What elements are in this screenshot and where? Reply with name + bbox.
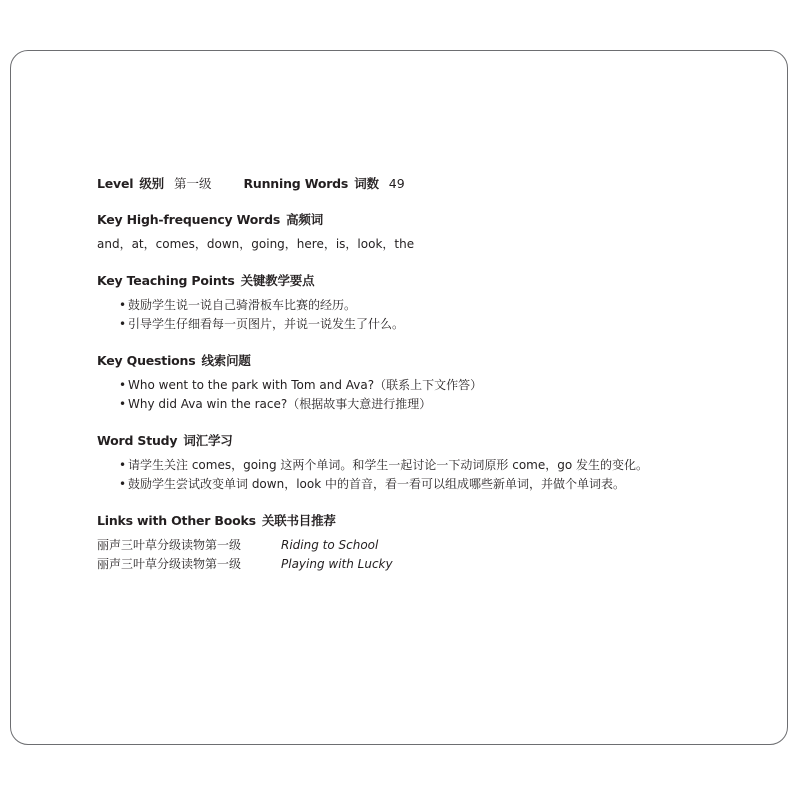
word-study-heading-cn: 词汇学习 [183, 433, 233, 448]
running-words-value: 49 [388, 176, 405, 191]
linked-books-section [97, 513, 717, 573]
teaching-points-heading-cn: 关键教学要点 [240, 273, 315, 288]
word-study-section [97, 433, 717, 493]
key-questions-heading-cn: 线索问题 [201, 353, 251, 368]
list-item: • 请学生关注 comes，going 这两个单词。和学生一起讨论一下动词原形 come，go 发生的变化。 [97, 456, 717, 475]
teaching-points-heading [97, 273, 717, 289]
list-item: • Why did Ava win the race?（根据故事大意进行推理） [97, 395, 717, 414]
level-value: 第一级 [173, 176, 212, 191]
guide-content [97, 176, 717, 573]
key-questions-list [97, 376, 717, 413]
level-label: Level [97, 176, 134, 191]
teaching-points-section [97, 273, 717, 333]
linked-book-row [97, 536, 717, 555]
linked-books-heading [97, 513, 717, 529]
running-words-label: Running Words [243, 176, 349, 191]
list-item: • 鼓励学生尝试改变单词 down，look 中的首音，看一看可以组成哪些新单词，并做个单词表。 [97, 475, 717, 494]
list-item: • 鼓励学生说一说自己骑滑板车比赛的经历。 [97, 296, 717, 315]
high-frequency-heading-cn: 高频词 [286, 212, 324, 227]
high-frequency-section [97, 212, 717, 253]
running-words-label-cn: 词数 [354, 176, 379, 191]
book-title: Playing with Lucky [281, 556, 393, 571]
linked-books-heading-cn: 关联书目推荐 [261, 513, 336, 528]
high-frequency-heading-en: Key High-frequency Words [97, 212, 281, 227]
high-frequency-word-list: and，at，comes，down，going，here，is，look，the [97, 237, 415, 251]
bullet-icon: • [119, 458, 127, 472]
bullet-icon: • [119, 378, 127, 392]
word-study-heading-en: Word Study [97, 433, 178, 448]
linked-book-row [97, 555, 717, 574]
teaching-points-heading-en: Key Teaching Points [97, 273, 235, 288]
high-frequency-heading [97, 212, 717, 228]
book-series: 丽声三叶草分级读物第一级 [97, 538, 242, 552]
key-questions-section [97, 353, 717, 413]
bullet-icon: • [119, 298, 127, 312]
word-study-list [97, 456, 717, 493]
book-title: Riding to School [281, 538, 379, 552]
list-item: • 引导学生仔细看每一页图片，并说一说发生了什么。 [97, 315, 717, 334]
word-study-heading [97, 433, 717, 449]
book-series: 丽声三叶草分级读物第一级 [97, 556, 242, 571]
key-questions-heading-en: Key Questions [97, 353, 196, 368]
linked-books-list [97, 536, 717, 573]
bullet-icon: • [119, 476, 127, 491]
teaching-points-list [97, 296, 717, 333]
key-questions-heading [97, 353, 717, 369]
level-label-cn: 级别 [139, 176, 164, 191]
bullet-icon: • [119, 396, 127, 411]
bullet-icon: • [119, 316, 127, 331]
linked-books-heading-en: Links with Other Books [97, 513, 256, 528]
level-info-row [97, 176, 717, 192]
list-item: • Who went to the park with Tom and Ava?（联系上下文作答） [97, 376, 717, 395]
